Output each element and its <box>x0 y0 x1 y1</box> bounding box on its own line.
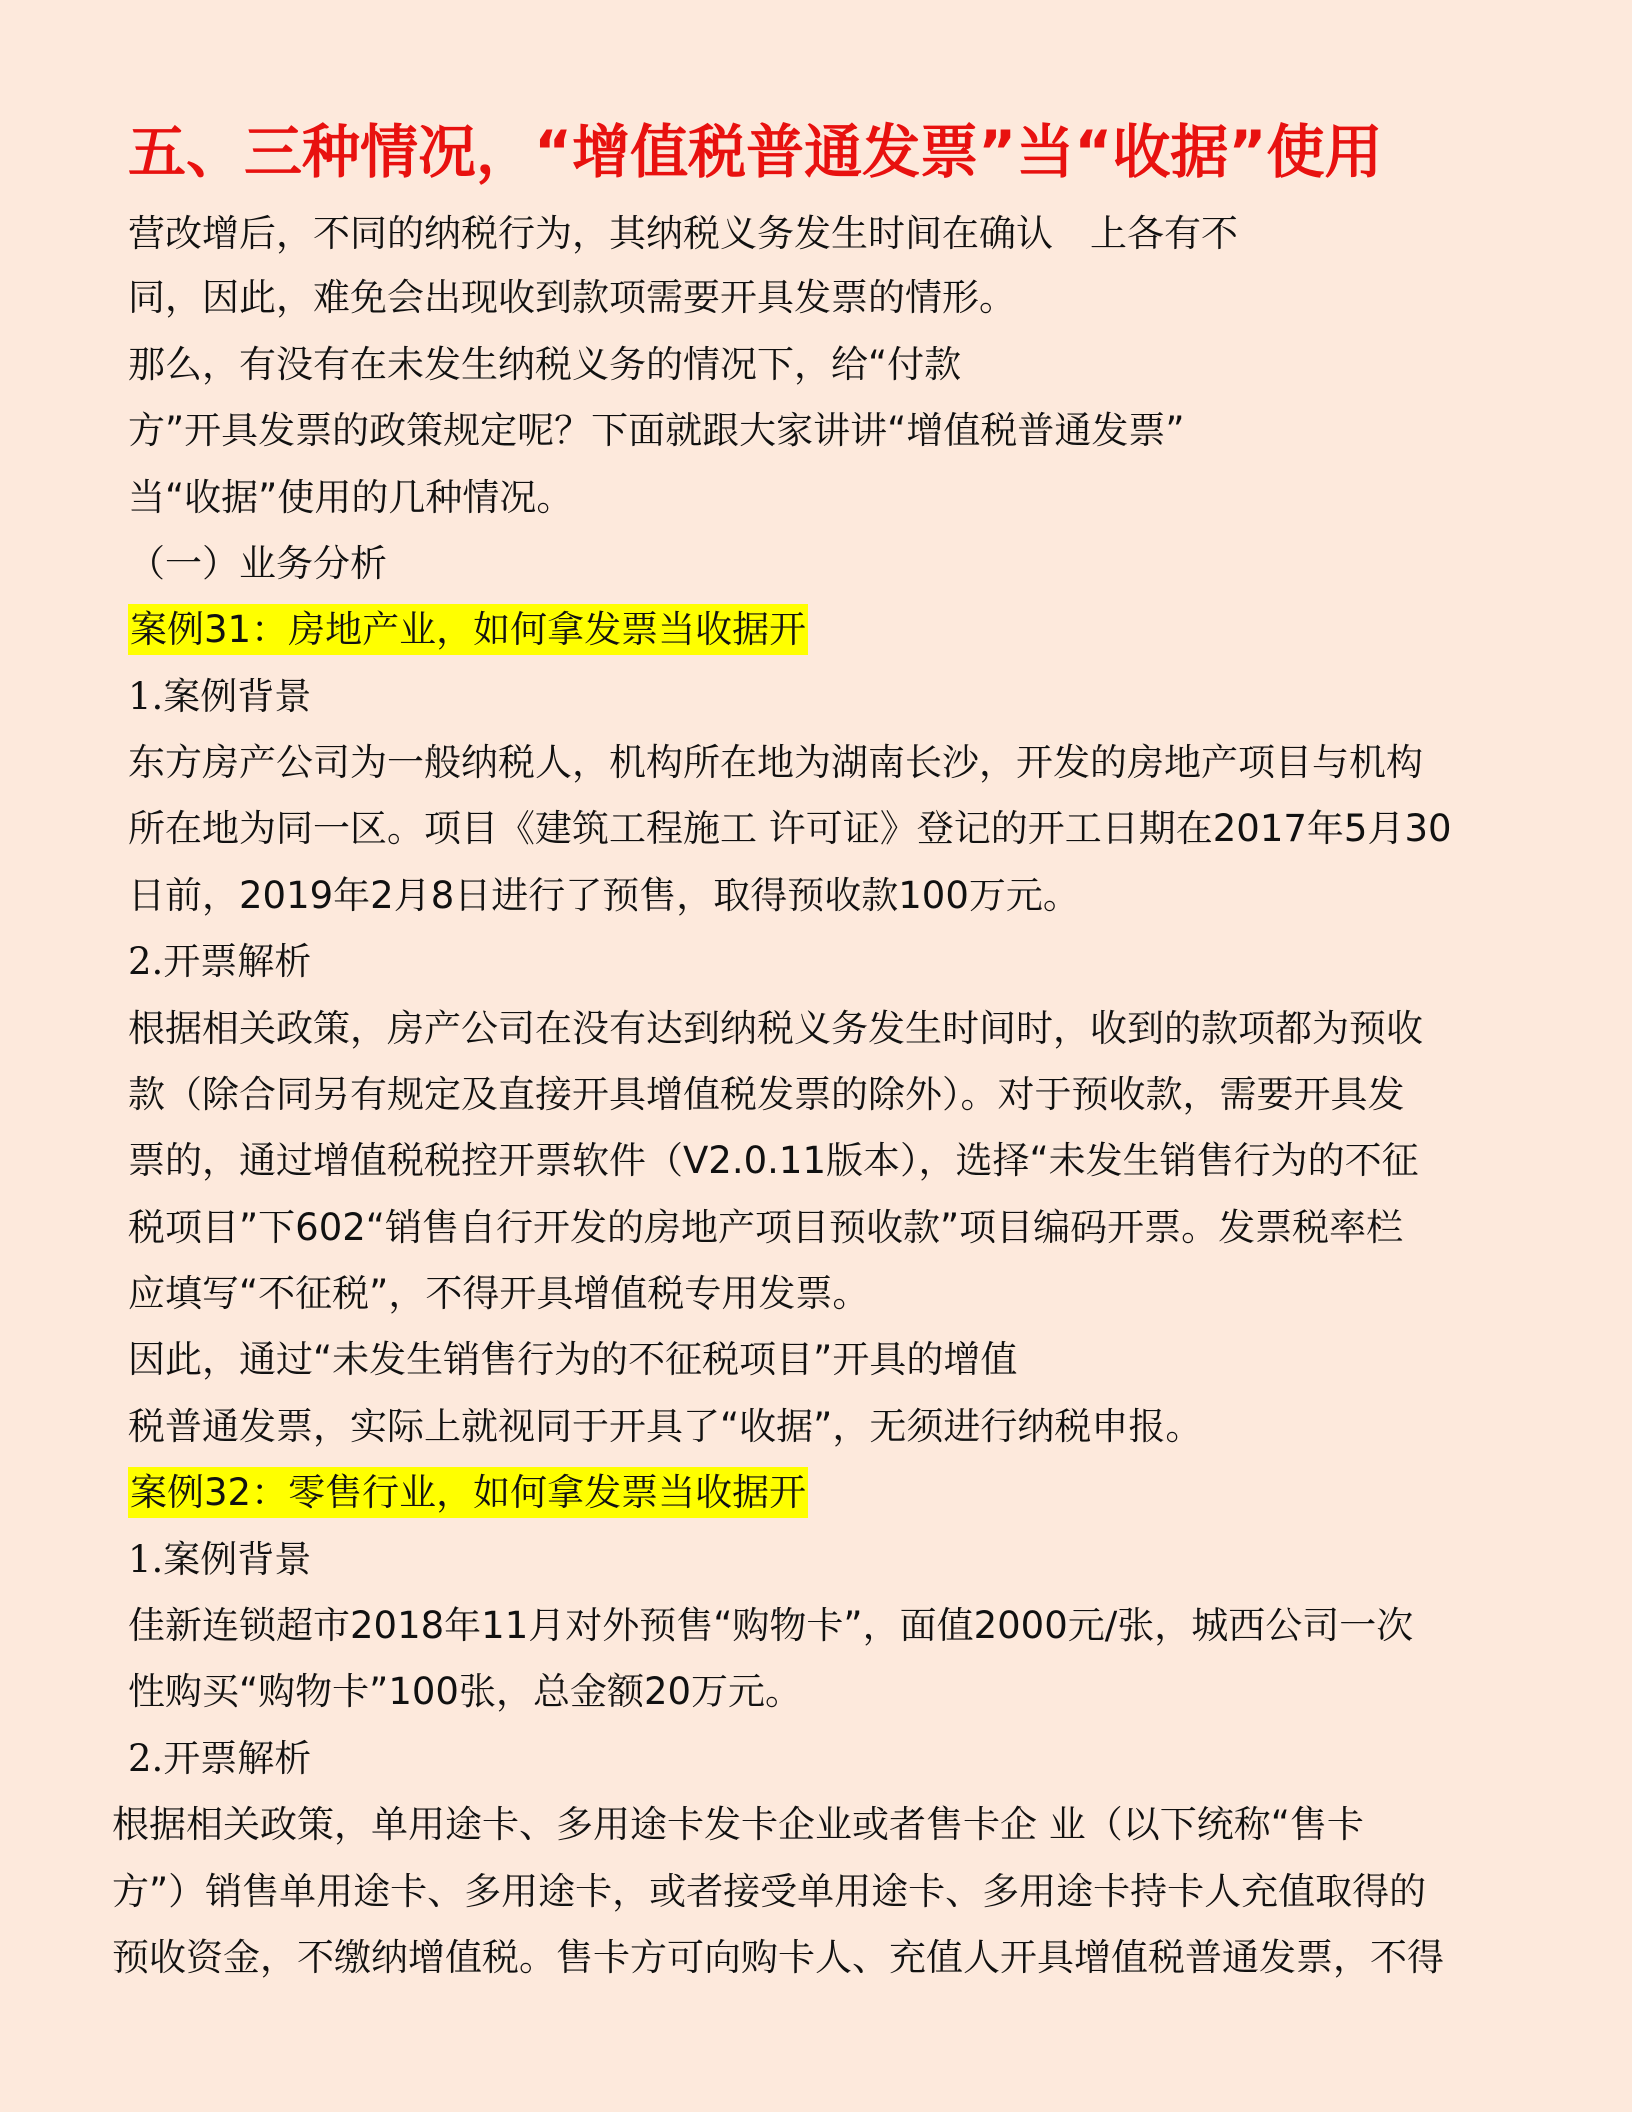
section-heading: （一）业务分析 <box>128 542 387 585</box>
paragraph-line: 税项目”下602“销售自行开发的房地产项目预收款”项目编码开票。发票税率栏 <box>128 1206 1404 1249</box>
case-heading <box>128 1467 808 1519</box>
subheading: 1.案例背景 <box>128 675 312 718</box>
page-title: 五、三种情况，“增值税普通发票”当“收据”使用 <box>128 118 1383 186</box>
paragraph-line: 票的，通过增值税税控开票软件（V2.0.11版本），选择“未发生销售行为的不征 <box>128 1139 1419 1182</box>
case-heading-highlight: 案例32：零售行业，如何拿发票当收据开 <box>128 1467 808 1518</box>
paragraph-line: 预收资金，不缴纳增值税。售卡方可向购卡人、充值人开具增值税普通发票，不得 <box>112 1936 1444 1979</box>
paragraph-line: 根据相关政策，房产公司在没有达到纳税义务发生时间时，收到的款项都为预收 <box>128 1007 1423 1050</box>
subheading: 1.案例背景 <box>128 1538 312 1581</box>
paragraph-line: 佳新连锁超市2018年11月对外预售“购物卡”，面值2000元/张，城西公司一次 <box>128 1604 1414 1647</box>
case-heading <box>128 604 808 656</box>
paragraph-line: 性购买“购物卡”100张，总金额20万元。 <box>128 1670 803 1713</box>
subheading: 2.开票解析 <box>128 1737 312 1780</box>
paragraph-line: 方”开具发票的政策规定呢？下面就跟大家讲讲“增值税普通发票” <box>128 409 1185 452</box>
paragraph-line: 同，因此，难免会出现收到款项需要开具发票的情形。 <box>128 276 1016 319</box>
paragraph-line: 日前，2019年2月8日进行了预售，取得预收款100万元。 <box>128 874 1080 917</box>
paragraph-line: 应填写“不征税”，不得开具增值税专用发票。 <box>128 1272 870 1315</box>
paragraph-line: 款（除合同另有规定及直接开具增值税发票的除外）。对于预收款，需要开具发 <box>128 1073 1405 1116</box>
paragraph-line: 当“收据”使用的几种情况。 <box>128 476 574 519</box>
paragraph-line: 根据相关政策，单用途卡、多用途卡发卡企业或者售卡企 业（以下统称“售卡 <box>112 1803 1364 1846</box>
case-heading-highlight: 案例31：房地产业，如何拿发票当收据开 <box>128 604 808 655</box>
paragraph-line: 营改增后，不同的纳税行为，其纳税义务发生时间在确认 上各有不 <box>128 212 1238 255</box>
paragraph-line: 东方房产公司为一般纳税人，机构所在地为湖南长沙，开发的房地产项目与机构 <box>128 741 1423 784</box>
paragraph-line: 因此，通过“未发生销售行为的不征税项目”开具的增值 <box>128 1338 1018 1381</box>
paragraph-line: 方”）销售单用途卡、多用途卡，或者接受单用途卡、多用途卡持卡人充值取得的 <box>112 1870 1427 1913</box>
paragraph-line: 所在地为同一区。项目《建筑工程施工 许可证》登记的开工日期在2017年5月30 <box>128 807 1452 850</box>
paragraph-line: 税普通发票，实际上就视同于开具了“收据”，无须进行纳税申报。 <box>128 1405 1203 1448</box>
paragraph-line: 那么，有没有在未发生纳税义务的情况下，给“付款 <box>128 343 962 386</box>
subheading: 2.开票解析 <box>128 940 312 983</box>
